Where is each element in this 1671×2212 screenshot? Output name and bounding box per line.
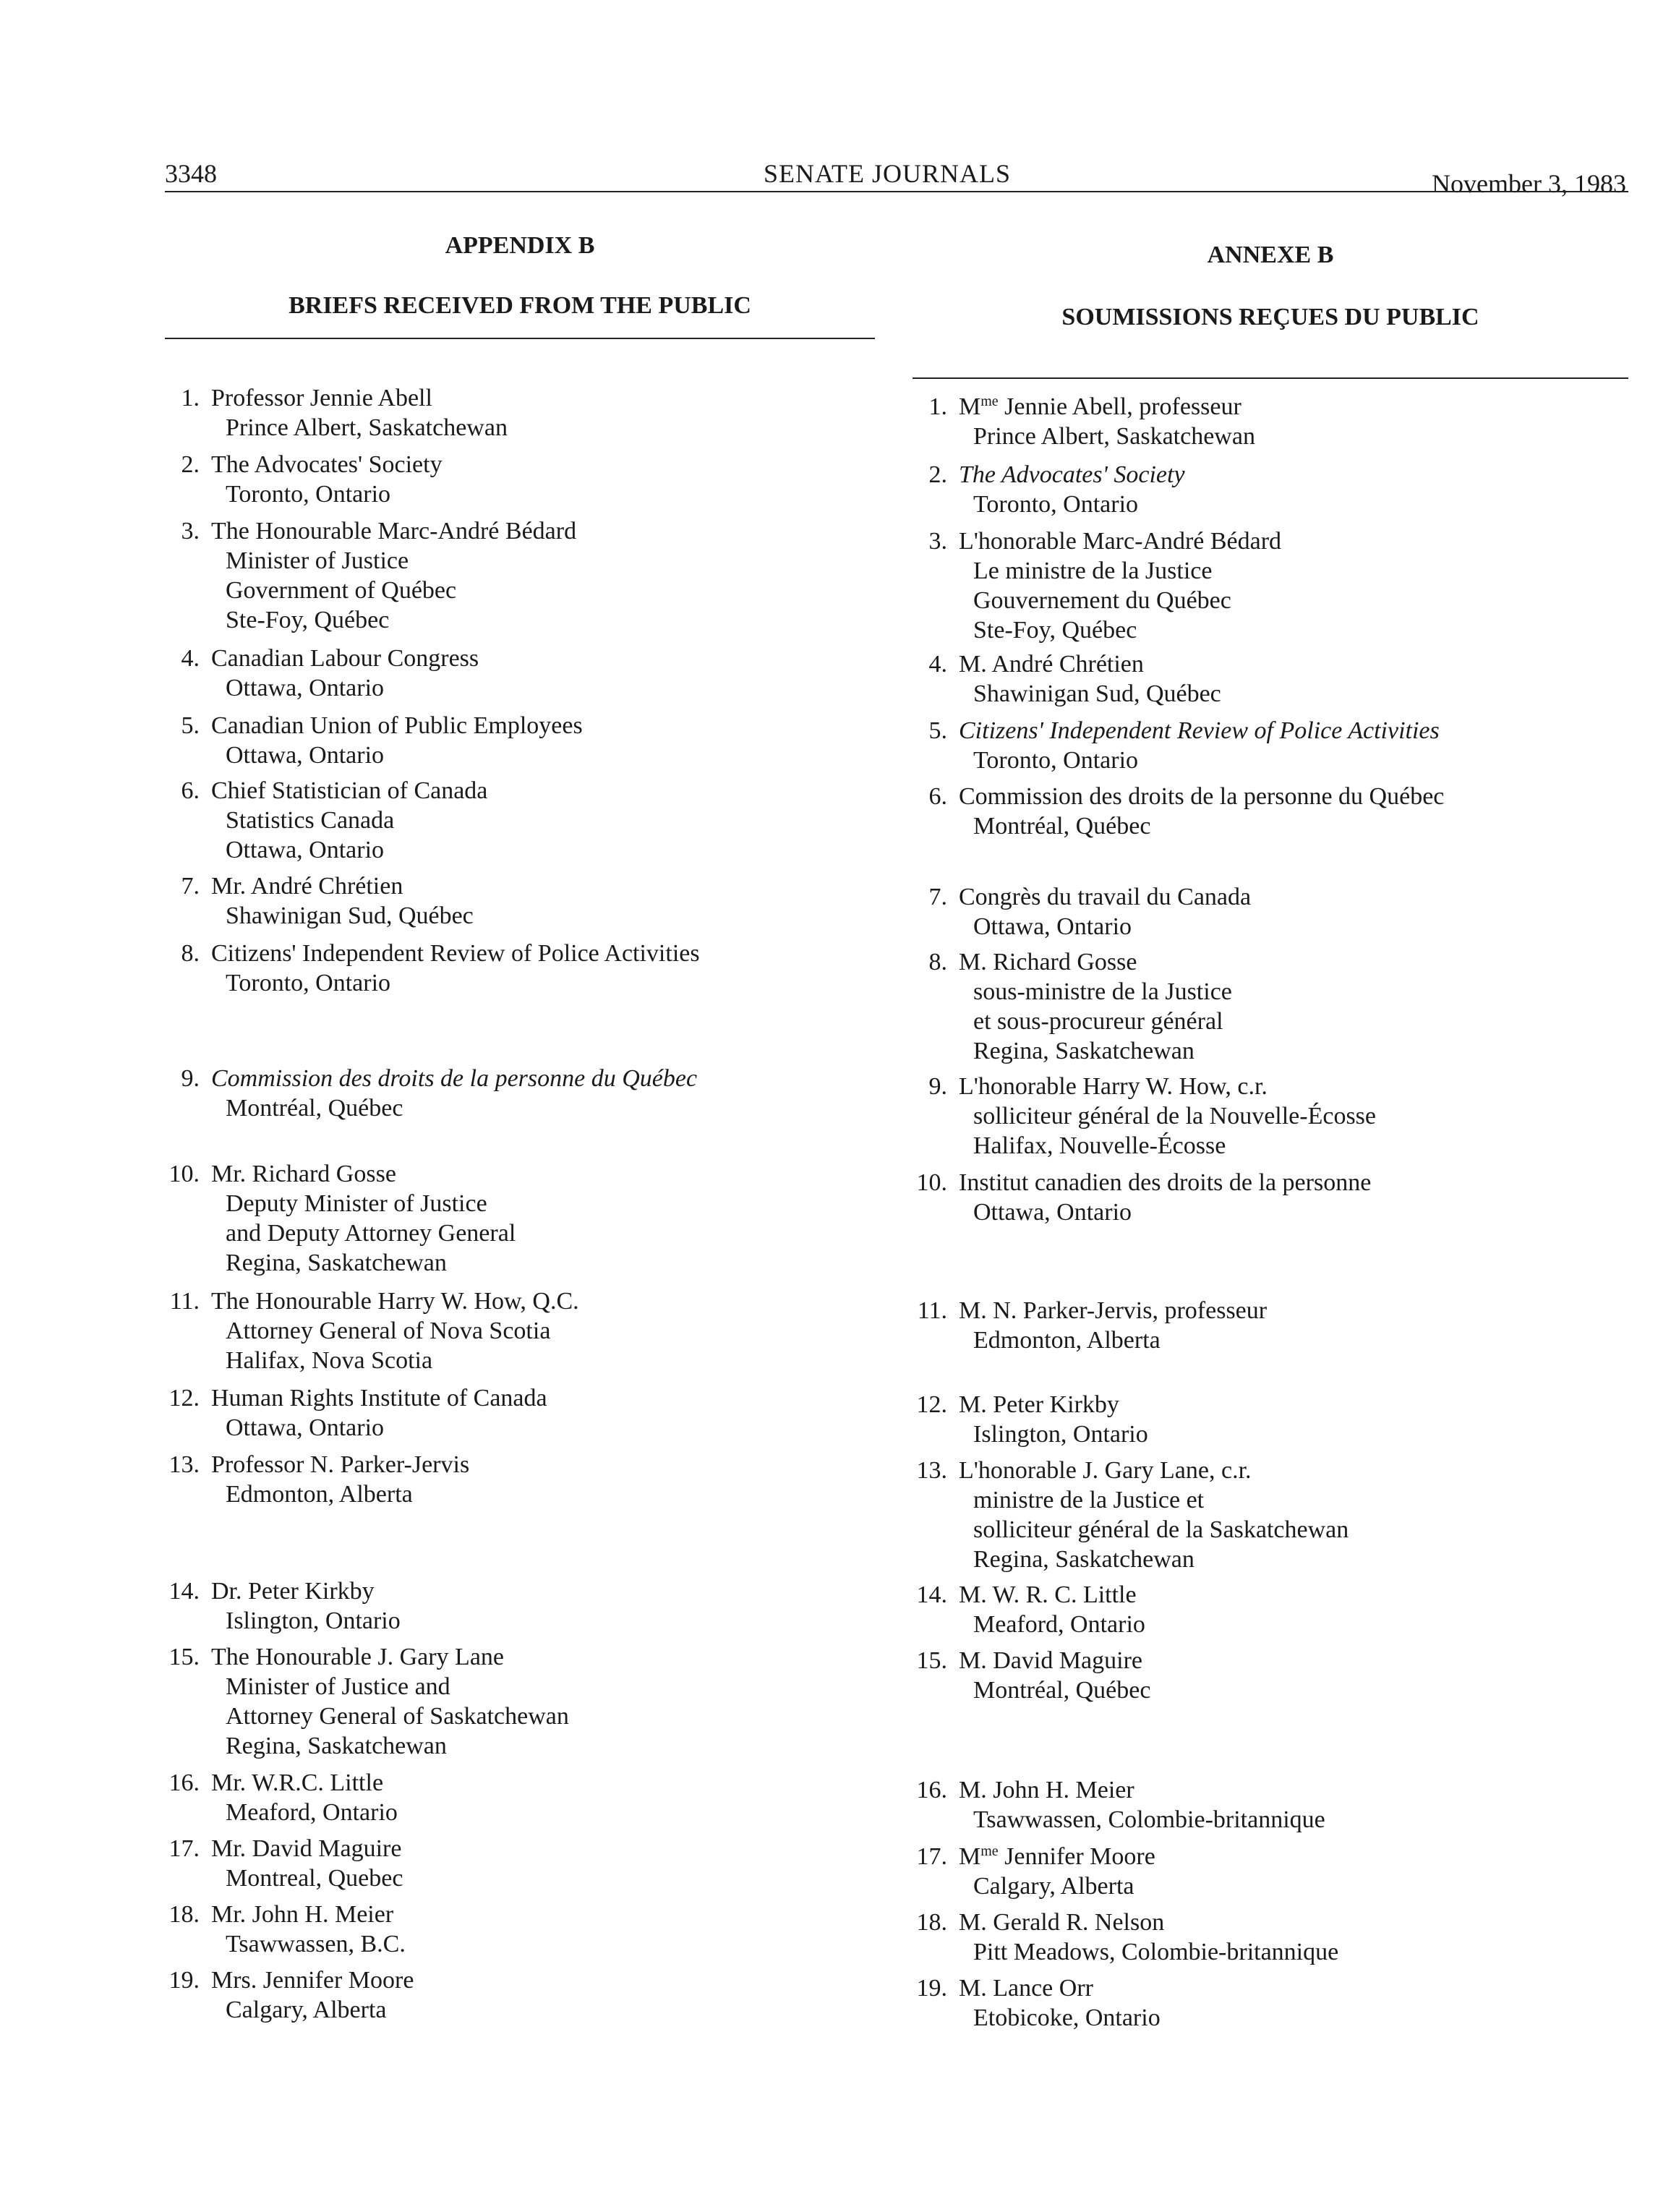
entry-number: 19. [168,1967,200,1994]
entry-text: Pitt Meadows, Colombie-britannique [973,1939,1339,1965]
entry-detail-line [959,977,1232,1007]
entry-text: Dr. Peter Kirkby [211,1578,375,1605]
entry-text: Toronto, Ontario [973,491,1139,518]
entry-detail-line [959,2003,1161,2033]
entry-text: Tsawwassen, B.C. [226,1931,406,1957]
entry-detail-line [211,901,474,931]
entry-body [959,526,1281,645]
entry-number: 15. [916,1647,947,1674]
entry-detail-line [959,1805,1325,1835]
entry-detail-line [211,1248,516,1278]
entry-text: Chief Statistician of Canada [211,777,488,804]
entry-detail-line [211,835,487,865]
entry-body [959,1296,1267,1355]
entry-text: Mr. Richard Gosse [211,1161,396,1187]
entry-text: Etobicoke, Ontario [973,2004,1161,2031]
entry-number: 3. [181,518,200,545]
entry-name [959,1072,1376,1101]
entry-number: 18. [916,1909,947,1936]
entry-text: Minister of Justice [226,547,409,574]
entry-text: Toronto, Ontario [973,747,1139,774]
entry-detail-line [211,479,443,509]
entry-body [959,1580,1145,1639]
entry-name [211,1768,398,1798]
entry-detail-line [211,968,700,998]
entry-detail-line [211,1929,406,1959]
entry-detail-line [211,1346,579,1375]
entry-name [211,644,479,673]
entry-text: Montreal, Quebec [226,1865,403,1892]
entry-number: 16. [916,1777,947,1803]
entry-text: Government of Québec [226,577,457,604]
entry-number: 8. [181,940,200,967]
entry-text: Commission des droits de la personne du Québec [211,1065,698,1092]
entry-body [959,947,1232,1066]
entry-text: Ottawa, Ontario [226,1414,385,1441]
entry-text: Canadian Union of Public Employees [211,712,583,739]
entry-detail-line [959,1036,1232,1066]
entry-text: Regina, Saskatchewan [973,1038,1195,1064]
entry-text: Regina, Saskatchewan [226,1250,447,1276]
entry-detail-line [211,1863,403,1893]
entry-name [211,1286,579,1316]
entry-detail-line [211,806,487,835]
entry-detail-line [959,1545,1349,1574]
entry-text: The Honourable J. Gary Lane [211,1644,505,1670]
entry-detail-line [959,1325,1267,1355]
heading-rule-french [913,377,1628,379]
entry-body [211,383,508,443]
entry-number: 1. [928,393,947,420]
entry-name [211,871,474,901]
entry-body [959,1072,1376,1161]
entry-text: solliciteur général de la Nouvelle-Écosse [973,1103,1376,1130]
entry-name [959,882,1251,912]
entry-text: M. Richard Gosse [959,949,1137,975]
entry-body [959,1456,1349,1574]
entry-text: Mr. André Chrétien [211,873,403,900]
entry-name [959,460,1185,490]
entry-detail-line [211,1798,398,1827]
entry-text: sous-ministre de la Justice [973,978,1232,1005]
entry-text: Meaford, Ontario [973,1611,1145,1638]
entry-number: 9. [928,1073,947,1100]
page-number: 3348 [165,159,217,188]
entry-name [211,1576,401,1606]
entry-text: Prince Albert, Saskatchewan [226,414,508,441]
header-rule [165,191,1628,192]
entry-text: The Advocates' Society [959,461,1185,488]
section-heading-english: BRIEFS RECEIVED FROM THE PUBLIC [289,292,751,319]
entry-body [959,1168,1371,1227]
entry-name [959,1908,1338,1937]
entry-number: 15. [168,1644,200,1670]
journal-title: SENATE JOURNALS [764,159,1012,188]
entry-name [959,716,1440,746]
entry-text: Gouvernement du Québec [973,587,1231,614]
entry-name [959,1973,1161,2003]
entry-number: 13. [916,1457,947,1484]
entry-name [959,1168,1371,1197]
entry-detail-line [959,1675,1150,1705]
entry-name [959,1842,1155,1871]
entry-number: 7. [928,884,947,910]
title-prefix: M [959,1843,981,1870]
entry-body [959,716,1440,775]
entry-text: Statistics Canada [226,807,395,834]
entry-detail-line [959,1101,1376,1131]
entry-text: and Deputy Attorney General [226,1220,516,1247]
entry-text: Attorney General of Saskatchewan [226,1703,569,1730]
entry-text: Jennie Abell, professeur [998,393,1242,420]
entry-text: L'honorable Harry W. How, c.r. [959,1073,1268,1100]
entry-text: Deputy Minister of Justice [226,1190,487,1217]
title-prefix: M [959,393,981,420]
entry-body [959,882,1251,941]
entry-number: 2. [928,461,947,488]
entry-detail-line [959,1131,1376,1161]
entry-body [959,392,1255,451]
entry-number: 17. [916,1843,947,1870]
entry-body [959,1908,1338,1967]
entry-text: Citizens' Independent Review of Police Activities [211,940,700,967]
entry-body [211,1900,406,1959]
entry-name [211,516,576,546]
entry-detail-line [211,1672,569,1701]
entry-name [211,1450,469,1479]
entry-name [959,1775,1325,1805]
entry-text: Shawinigan Sud, Québec [226,902,474,929]
entry-text: Ottawa, Ontario [226,742,385,769]
entry-text: Toronto, Ontario [226,970,391,996]
entry-text: Montréal, Québec [973,813,1151,840]
entry-detail-line [959,586,1281,615]
entry-detail-line [959,1610,1145,1639]
entry-detail-line [211,413,508,443]
entry-body [959,1775,1325,1835]
entry-name [211,1159,516,1189]
entry-name [211,1383,547,1413]
entry-body [959,1646,1150,1705]
entry-text: Tsawwassen, Colombie-britannique [973,1806,1325,1833]
entry-body [211,1834,403,1893]
appendix-title-english: APPENDIX B [445,232,595,259]
entry-detail-line [959,811,1444,841]
entry-number: 11. [169,1288,200,1315]
entry-text: Calgary, Alberta [226,1997,387,2023]
entry-name [959,947,1232,977]
entry-text: Professor Jennie Abell [211,385,432,411]
entry-text: Meaford, Ontario [226,1799,398,1826]
entry-name [959,1390,1148,1419]
entry-body [959,1390,1148,1449]
entry-number: 12. [168,1385,200,1412]
entry-text: Institut canadien des droits de la personne [959,1169,1372,1196]
entry-body [211,1383,547,1443]
entry-body [211,1450,469,1509]
entry-name [211,1064,697,1093]
section-heading-french: SOUMISSIONS REÇUES DU PUBLIC [1061,304,1479,330]
entry-number: 3. [928,528,947,555]
entry-number: 17. [168,1835,200,1862]
entry-body [959,782,1444,841]
entry-detail-line [959,1197,1371,1227]
entry-detail-line [211,740,583,770]
entry-name [211,450,443,479]
entry-body [211,776,487,865]
entry-text: Mr. John H. Meier [211,1901,394,1928]
entry-detail-line [959,1515,1349,1545]
entry-number: 14. [916,1581,947,1608]
entry-text: Edmonton, Alberta [973,1327,1161,1354]
entry-text: Ottawa, Ontario [973,913,1132,940]
entry-text: Congrès du travail du Canada [959,884,1252,910]
entry-number: 16. [168,1769,200,1796]
entry-text: Montréal, Québec [973,1677,1151,1704]
entry-text: M. Gerald R. Nelson [959,1909,1165,1936]
entry-text: The Honourable Marc-André Bédard [211,518,577,545]
entry-text: Mrs. Jennifer Moore [211,1967,414,1994]
entry-detail-line [959,1485,1349,1515]
entry-text: Islington, Ontario [226,1607,401,1634]
entry-number: 14. [168,1578,200,1605]
entry-text: Ste-Foy, Québec [226,607,390,633]
entry-name [211,711,583,740]
entry-text: Canadian Labour Congress [211,645,479,672]
entry-detail-line [959,422,1255,451]
entry-body [211,871,474,931]
entry-text: M. Lance Orr [959,1975,1093,2002]
entry-name [211,776,487,806]
entry-detail-line [959,1007,1232,1036]
entry-text: M. André Chrétien [959,651,1144,678]
entry-text: Calgary, Alberta [973,1873,1134,1900]
entry-number: 9. [181,1065,200,1092]
entry-body [211,1642,569,1761]
entry-text: Halifax, Nova Scotia [226,1347,433,1374]
entry-text: Shawinigan Sud, Québec [973,680,1221,707]
entry-detail-line [959,679,1221,709]
entry-text: M. Peter Kirkby [959,1391,1119,1418]
entry-name [959,782,1444,811]
entry-body [211,1286,579,1375]
entry-number: 8. [928,949,947,975]
entry-detail-line [211,1731,569,1761]
entry-text: Le ministre de la Justice [973,558,1213,584]
entry-text: Toronto, Ontario [226,481,391,508]
entry-name [959,1646,1150,1675]
entry-number: 4. [928,651,947,678]
entry-text: L'honorable Marc-André Bédard [959,528,1282,555]
entry-detail-line [211,1218,516,1248]
entry-body [211,939,700,998]
title-superscript: me [980,1843,999,1859]
entry-text: Regina, Saskatchewan [973,1546,1195,1573]
entry-text: Ottawa, Ontario [226,837,385,863]
entry-detail-line [959,1937,1338,1967]
entry-detail-line [211,1316,579,1346]
entry-number: 13. [168,1451,200,1478]
entry-text: M. David Maguire [959,1647,1143,1674]
entry-detail-line [211,1701,569,1731]
entry-text: M. N. Parker-Jervis, professeur [959,1297,1268,1324]
entry-name [211,939,700,968]
entry-detail-line [959,615,1281,645]
entry-text: Professor N. Parker-Jervis [211,1451,470,1478]
entry-number: 6. [181,777,200,804]
entry-text: Halifax, Nouvelle-Écosse [973,1132,1226,1159]
entry-text: Ste-Foy, Québec [973,617,1137,644]
entry-name [211,1642,569,1672]
entry-name [211,1900,406,1929]
entry-body [959,1973,1161,2033]
entry-text: The Honourable Harry W. How, Q.C. [211,1288,579,1315]
entry-body [211,450,443,509]
entry-detail-line [211,1093,697,1123]
entry-text: Attorney General of Nova Scotia [226,1318,551,1344]
entry-detail-line [211,1995,414,2025]
entry-detail-line [211,546,576,576]
entry-detail-line [211,673,479,703]
entry-body [211,516,576,635]
entry-number: 19. [916,1975,947,2002]
entry-body [959,649,1221,709]
entry-text: L'honorable J. Gary Lane, c.r. [959,1457,1252,1484]
entry-detail-line [959,1871,1155,1901]
entry-detail-line [959,556,1281,586]
entry-text: et sous-procureur général [973,1008,1223,1035]
entry-name [959,1296,1267,1325]
entry-detail-line [959,1419,1148,1449]
entry-text: The Advocates' Society [211,451,443,478]
entry-name [959,1580,1145,1610]
entry-detail-line [211,1413,547,1443]
entry-number: 18. [168,1901,200,1928]
entry-detail-line [211,605,576,635]
entry-text: Regina, Saskatchewan [226,1733,447,1759]
entry-body [211,1768,398,1827]
entry-text: Minister of Justice and [226,1673,450,1700]
entry-body [211,644,479,703]
entry-number: 4. [181,645,200,672]
entry-text: Edmonton, Alberta [226,1481,413,1508]
entry-body [211,1064,697,1123]
entry-text: M. John H. Meier [959,1777,1134,1803]
entry-name [211,1965,414,1995]
entry-number: 5. [928,717,947,744]
entry-name [959,526,1281,556]
entry-text: Ottawa, Ontario [226,675,385,701]
entry-text: Montréal, Québec [226,1095,403,1122]
entry-number: 10. [168,1161,200,1187]
heading-rule-english [165,338,875,339]
entry-number: 7. [181,873,200,900]
entry-detail-line [211,1606,401,1636]
entry-body [211,1159,516,1278]
title-superscript: me [980,393,999,409]
entry-text: Human Rights Institute of Canada [211,1385,547,1412]
entry-text: Islington, Ontario [973,1421,1148,1448]
entry-body [959,460,1185,519]
journal-date: November 3, 1983 [1432,169,1626,198]
entry-detail-line [959,490,1185,519]
entry-name [959,1456,1349,1485]
entry-text: solliciteur général de la Saskatchewan [973,1516,1349,1543]
entry-name [211,383,508,413]
entry-number: 5. [181,712,200,739]
entry-text: Mr. W.R.C. Little [211,1769,384,1796]
entry-text: Citizens' Independent Review of Police Activities [959,717,1440,744]
entry-text: Ottawa, Ontario [973,1199,1132,1226]
appendix-title-french: ANNEXE B [1207,242,1334,268]
entry-number: 2. [181,451,200,478]
entry-text: Commission des droits de la personne du Québec [959,783,1445,810]
entry-number: 1. [181,385,200,411]
entry-number: 11. [917,1297,947,1324]
entry-number: 10. [916,1169,947,1196]
entry-name [211,1834,403,1863]
entry-detail-line [959,746,1440,775]
entry-body [211,711,583,770]
entry-name [959,392,1255,422]
entry-number: 6. [928,783,947,810]
entry-body [211,1576,401,1636]
entry-text: Mr. David Maguire [211,1835,402,1862]
entry-detail-line [211,1479,469,1509]
entry-detail-line [211,1189,516,1218]
entry-text: Jennifer Moore [998,1843,1155,1870]
entry-text: Prince Albert, Saskatchewan [973,423,1255,450]
entry-body [211,1965,414,2025]
entry-name [959,649,1221,679]
entry-number: 12. [916,1391,947,1418]
entry-detail-line [211,576,576,605]
entry-detail-line [959,912,1251,941]
entry-text: M. W. R. C. Little [959,1581,1137,1608]
entry-text: ministre de la Justice et [973,1487,1205,1513]
entry-body [959,1842,1155,1901]
